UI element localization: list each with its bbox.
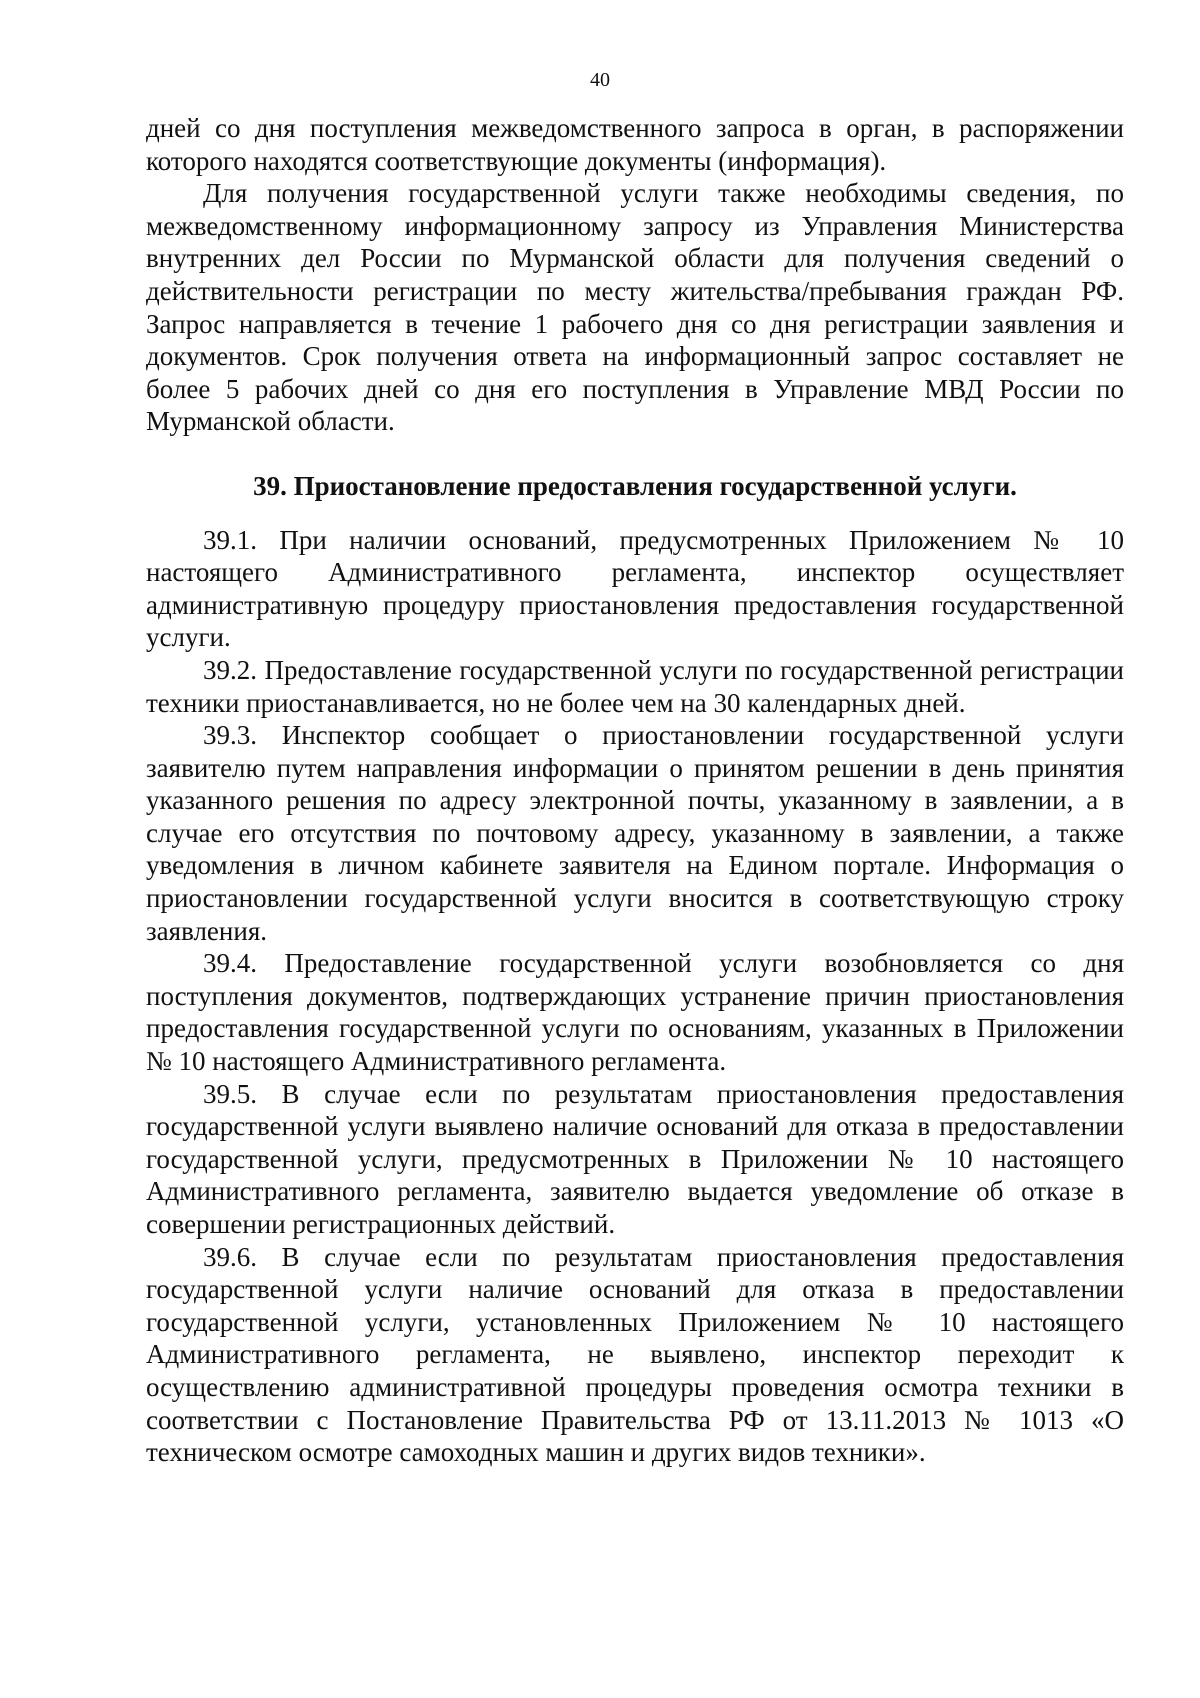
paragraph-interagency-request: Для получения государственной услуги также необходимы сведения, по межведомственному информационному запросу из Управления Министерства внутренних дел России по Мурманской области для получения сведений о действительности регистрации по месту жительства/пребывания граждан РФ. Запрос направляется в течение 1 рабочего дня со дня регистрации заявления и документов. Срок получения ответа на информационный запрос составляет не более 5 рабочих дней со дня его поступления в Управление МВД России по Мурманской области. bbox=[146, 178, 1124, 437]
item-39-2: 39.2. Предоставление государственной услуги по государственной регистрации техники приостанавливается, но не более чем на 30 календарных дней. bbox=[146, 654, 1124, 718]
section-heading: 39. Приостановление предоставления государственной услуги. bbox=[253, 470, 1017, 501]
item-39-6: 39.6. В случае если по результатам приостановления предоставления государственной услуги наличие оснований для отказа в предоставлении государственной услуги, установленных Приложением № 10 настоящего Административного регламента, не выявлено, инспектор переходит к осуществлению административной процедуры проведения осмотра техники в соответствии с Постановление Правительства РФ от 13.11.2013 № 1013 «О техническом осмотре самоходных машин и других видов техники». bbox=[146, 1241, 1124, 1468]
item-39-1: 39.1. При наличии оснований, предусмотренных Приложением № 10 настоящего Административного регламента, инспектор осуществляет административную процедуру приостановления предоставления государственной услуги. bbox=[146, 524, 1124, 653]
page-number: 40 bbox=[590, 69, 610, 91]
document-body bbox=[146, 112, 1124, 1469]
item-39-5: 39.5. В случае если по результатам приостановления предоставления государственной услуги выявлено наличие оснований для отказа в предоставлении государственной услуги, предусмотренных в Приложении № 10 настоящего Административного регламента, заявителю выдается уведомление об отказе в совершении регистрационных действий. bbox=[146, 1078, 1124, 1239]
item-39-4: 39.4. Предоставление государственной услуги возобновляется со дня поступления документов, подтверждающих устранение причин приостановления предоставления государственной услуги по основаниям, указанных в Приложении № 10 настоящего Административного регламента. bbox=[146, 948, 1124, 1077]
item-39-3: 39.3. Инспектор сообщает о приостановлении государственной услуги заявителю путем направления информации о принятом решении в день принятия указанного решения по адресу электронной почты, указанному в заявлении, а в случае его отсутствия по почтовому адресу, указанному в заявлении, а также уведомления в личном кабинете заявителя на Едином портале. Информация о приостановлении государственной услуги вносится в соответствующую строку заявления. bbox=[146, 720, 1124, 946]
paragraph-continuation: дней со дня поступления межведомственного запроса в орган, в распоряжении которого находятся соответствующие документы (информация). bbox=[146, 113, 1124, 176]
